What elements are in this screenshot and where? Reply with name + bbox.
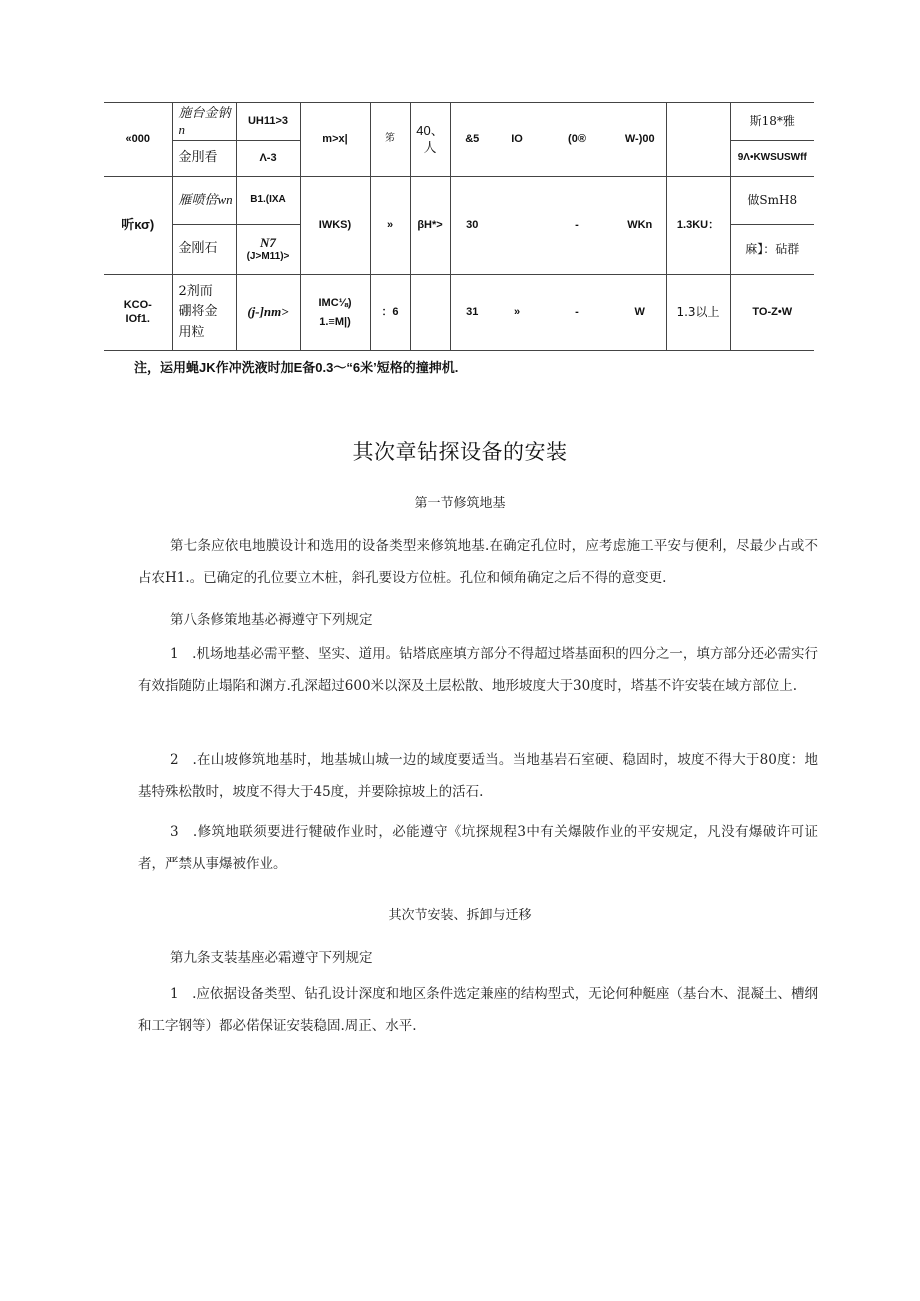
table-cell-line: KCO- <box>123 298 152 311</box>
table-cell: 30 <box>450 177 494 275</box>
table-cell <box>104 275 172 351</box>
table-cell <box>410 275 450 351</box>
table-cell: IWKS) <box>300 177 370 275</box>
table-cell: 听κσ) <box>104 177 172 275</box>
table-cell: 9Λ•KWSUSWff <box>730 141 814 177</box>
table-row <box>104 177 814 225</box>
table-cell: » <box>494 275 540 351</box>
table-cell: B1.(IXA <box>236 177 300 225</box>
table-cell: 麻】：砧群 <box>730 225 814 275</box>
paragraph: 第九条支装基座必霜遵守下列规定 <box>170 950 373 966</box>
table-cell: (j-]nm> <box>236 275 300 351</box>
table-cell-line: 用粒 <box>178 324 205 340</box>
table-cell: 施台金钠n <box>172 103 236 141</box>
table-cell-line: N7 <box>260 235 276 251</box>
table-cell: 雁喷倍wn <box>172 177 236 225</box>
table-cell: » <box>370 177 410 275</box>
table-cell <box>666 103 730 177</box>
paragraph: 3 .修筑地联须要进行犍破作业时，必能遵守《坑探规程3中有关爆陂作业的平安规定，凡没有爆破许可证者，严禁从事爆被作业。 <box>138 824 818 872</box>
table-cell: «000 <box>104 103 172 177</box>
specification-table <box>104 102 814 351</box>
table-cell: WKn <box>614 177 666 275</box>
table-cell: W-)00 <box>614 103 666 177</box>
table-cell-line: 硼将金 <box>178 304 218 320</box>
table-cell: (0® <box>540 103 614 177</box>
table-cell: - <box>540 275 614 351</box>
table-cell: 斯18*雅 <box>730 103 814 141</box>
table-cell: ：6 <box>370 275 410 351</box>
paragraph: 1 .应依据设备类型、钻孔设计深度和地区条件选定兼座的结构型式，无论何种艇座（基台木、混凝土、槽纲和工字钢等）都必偌保证安装稳固.周正、水平. <box>138 986 818 1034</box>
table-cell <box>494 177 540 275</box>
section-title: 第一节修筑地基 <box>414 496 506 511</box>
section-title: 其次节安装、拆卸与迁移 <box>388 908 532 923</box>
table-cell <box>172 275 236 351</box>
table-cell <box>300 275 370 351</box>
table-note: 注，运用蝇JK作冲洗液时加E备0.3〜“6米’短格的撞抻机. <box>134 360 459 375</box>
table-cell-line: 2剂而 <box>178 284 213 300</box>
table-cell: UH11>3 <box>236 103 300 141</box>
table-cell: IO <box>494 103 540 177</box>
table-cell-line: IMC⅛) <box>318 296 352 309</box>
table-cell: 笫 <box>370 103 410 177</box>
chapter-title: 其次章钻探设备的安装 <box>352 440 568 464</box>
paragraph: 第八条修策地基必褥遵守下列规定 <box>170 612 373 628</box>
table-cell: βH*> <box>410 177 450 275</box>
table-row <box>104 275 814 351</box>
table-cell: W <box>614 275 666 351</box>
table-cell-line: IOf1. <box>125 312 150 325</box>
table-cell: 31 <box>450 275 494 351</box>
table-cell: Λ-3 <box>236 141 300 177</box>
table-cell-line: (J>M11)> <box>246 251 290 263</box>
paragraph: 1 .机场地基必需平整、坚实、道用。钻塔底座填方部分不得超过塔基面积的四分之一，填方部分还必需实行有效指随防止塌陷和渊方.孔深超过600米以深及土层松散、地形坡度大于30度时，塔基不许安装在域方部位上. <box>138 646 818 694</box>
table-cell: 1.3以上 <box>666 275 730 351</box>
table-cell: &5 <box>450 103 494 177</box>
table-cell: 做SmH8 <box>730 177 814 225</box>
table-cell: 金刚石 <box>172 225 236 275</box>
table-cell <box>236 225 300 275</box>
table-cell: m>x| <box>300 103 370 177</box>
paragraph: 2 .在山坡修筑地基时，地基城山城一边的域度要适当。当地基岩石室硬、稳固时，坡度不得大于80度：地基特殊松散时，坡度不得大于45度，并要除掠坡上的活石. <box>138 752 818 800</box>
paragraph: 第七条应依电地膜设计和选用的设备类型来修筑地基.在确定孔位时，应考虑施工平安与便利，尽最少占或不占农H1.。已确定的孔位要立木桩，斜孔要设方位桩。孔位和倾角确定之后不得的意变更. <box>138 538 818 586</box>
table-cell: 金刖看 <box>172 141 236 177</box>
table-row <box>104 103 814 141</box>
table-cell: 1.3KU： <box>666 177 730 275</box>
table-cell: TO-Z•W <box>730 275 814 351</box>
table-cell: 40、人 <box>410 103 450 177</box>
table-cell: - <box>540 177 614 275</box>
table-cell-line: 1.≡M|) <box>319 315 351 328</box>
